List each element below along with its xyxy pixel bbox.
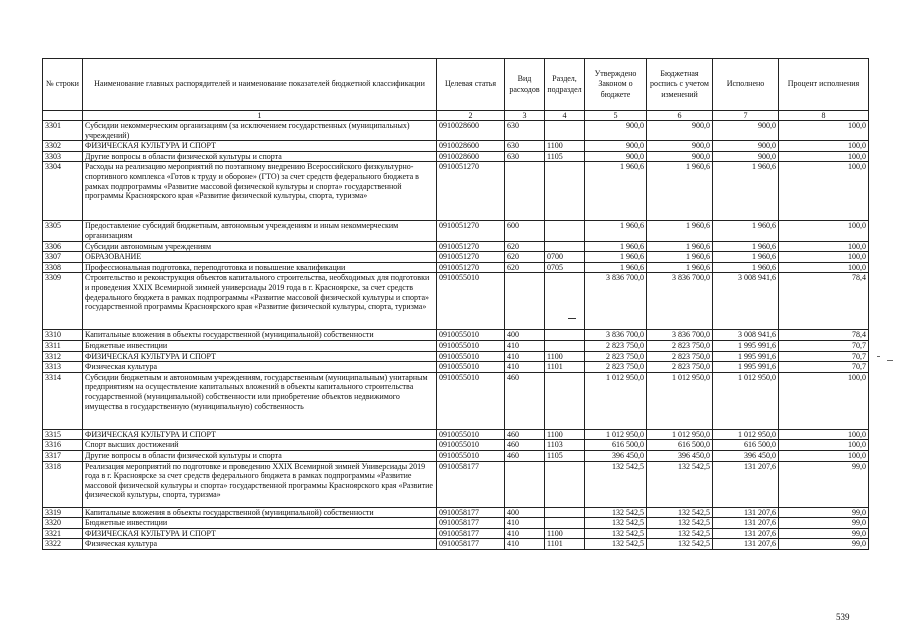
- table-row: [43, 372, 869, 429]
- cell-budget: 1 960,6: [647, 221, 713, 241]
- table-row: [43, 162, 869, 221]
- cell-section: [545, 518, 585, 529]
- cell-executed: 1 995 991,6: [713, 362, 779, 373]
- cell-executed: 900,0: [713, 151, 779, 162]
- cell-executed: 396 450,0: [713, 450, 779, 461]
- table-row: [43, 539, 869, 550]
- cell-type: 460: [505, 429, 545, 440]
- cell-budget: 1 960,6: [647, 262, 713, 273]
- cell-approved: 1 012 950,0: [585, 372, 647, 429]
- cell-percent: 99,0: [779, 461, 869, 507]
- cell-percent: 100,0: [779, 241, 869, 252]
- cell-type: 630: [505, 141, 545, 152]
- cell-executed: 131 207,6: [713, 518, 779, 529]
- cell-budget: 132 542,5: [647, 528, 713, 539]
- cell-percent: 100,0: [779, 121, 869, 141]
- cell-type: 410: [505, 340, 545, 351]
- cell-no: 3317: [43, 450, 83, 461]
- cell-executed: 1 960,6: [713, 262, 779, 273]
- margin-mark: [877, 356, 880, 357]
- cell-type: [505, 461, 545, 507]
- table-row: [43, 440, 869, 451]
- header-no: № строки: [43, 59, 83, 111]
- cell-target: 0910055010: [437, 273, 505, 330]
- cell-target: 0910028600: [437, 151, 505, 162]
- cell-budget: 132 542,5: [647, 539, 713, 550]
- cell-no: 3301: [43, 121, 83, 141]
- table-row: [43, 362, 869, 373]
- page-number: 539: [836, 612, 850, 622]
- cell-approved: 132 542,5: [585, 507, 647, 518]
- cell-executed: 1 012 950,0: [713, 372, 779, 429]
- cell-approved: 1 960,6: [585, 221, 647, 241]
- cell-no: 3322: [43, 539, 83, 550]
- cell-section: 0705: [545, 262, 585, 273]
- cell-no: 3316: [43, 440, 83, 451]
- cell-type: 410: [505, 539, 545, 550]
- margin-mark: [887, 360, 893, 361]
- cell-budget: 396 450,0: [647, 450, 713, 461]
- col-number-2: 2: [437, 111, 505, 121]
- cell-target: 0910051270: [437, 221, 505, 241]
- cell-section: 1100: [545, 429, 585, 440]
- cell-name: Субсидии некоммерческим организациям (за исключением государственных (муниципальных) учреждений): [83, 121, 437, 141]
- cell-target: 0910055010: [437, 372, 505, 429]
- cell-section: [545, 340, 585, 351]
- cell-type: 410: [505, 351, 545, 362]
- table-row: [43, 340, 869, 351]
- header-executed: Исполнено: [713, 59, 779, 111]
- table-row: [43, 450, 869, 461]
- cell-approved: 396 450,0: [585, 450, 647, 461]
- col-number-7: 7: [713, 111, 779, 121]
- cell-budget: 1 012 950,0: [647, 429, 713, 440]
- cell-section: [545, 507, 585, 518]
- table-row: [43, 507, 869, 518]
- cell-type: 460: [505, 440, 545, 451]
- cell-percent: 100,0: [779, 252, 869, 263]
- cell-no: 3305: [43, 221, 83, 241]
- cell-section: [545, 121, 585, 141]
- cell-percent: 99,0: [779, 507, 869, 518]
- col-number-6: 6: [647, 111, 713, 121]
- header-approved: Утверждено Законом о бюджете: [585, 59, 647, 111]
- cell-type: 410: [505, 362, 545, 373]
- cell-percent: 100,0: [779, 372, 869, 429]
- cell-budget: 900,0: [647, 151, 713, 162]
- cell-percent: 99,0: [779, 518, 869, 529]
- cell-percent: 70,7: [779, 340, 869, 351]
- cell-budget: 132 542,5: [647, 518, 713, 529]
- cell-name: Другие вопросы в области физической культуры и спорта: [83, 450, 437, 461]
- cell-percent: 100,0: [779, 440, 869, 451]
- cell-name: Субсидии бюджетным и автономным учреждениям, государственным (муниципальным) унитарным предприятиям на осуществление капитальных вложений в объекты капитального строительства государственной (муниципальной) собственности или приобретение объектов недвижимого имущества в государственную (муниципальную) собственность: [83, 372, 437, 429]
- cell-no: 3304: [43, 162, 83, 221]
- cell-percent: 100,0: [779, 262, 869, 273]
- cell-no: 3319: [43, 507, 83, 518]
- cell-approved: 1 012 950,0: [585, 429, 647, 440]
- table-row: [43, 151, 869, 162]
- cell-name: ОБРАЗОВАНИЕ: [83, 252, 437, 263]
- col-number-1: 1: [83, 111, 437, 121]
- cell-no: 3321: [43, 528, 83, 539]
- cell-executed: 3 008 941,6: [713, 330, 779, 341]
- cell-no: 3318: [43, 461, 83, 507]
- cell-type: 620: [505, 262, 545, 273]
- cell-budget: 1 012 950,0: [647, 372, 713, 429]
- cell-name: Бюджетные инвестиции: [83, 340, 437, 351]
- cell-name: Бюджетные инвестиции: [83, 518, 437, 529]
- cell-budget: 3 836 700,0: [647, 330, 713, 341]
- cell-type: [505, 162, 545, 221]
- cell-budget: 3 836 700,0: [647, 273, 713, 330]
- cell-percent: 99,0: [779, 528, 869, 539]
- cell-executed: 1 012 950,0: [713, 429, 779, 440]
- header-percent: Процент исполнения: [779, 59, 869, 111]
- cell-section: 1105: [545, 450, 585, 461]
- cell-target: 0910028600: [437, 141, 505, 152]
- cell-no: 3310: [43, 330, 83, 341]
- cell-section: 1101: [545, 362, 585, 373]
- cell-no: 3313: [43, 362, 83, 373]
- cell-type: 400: [505, 330, 545, 341]
- cell-approved: 2 823 750,0: [585, 351, 647, 362]
- cell-approved: 2 823 750,0: [585, 362, 647, 373]
- cell-approved: 900,0: [585, 141, 647, 152]
- cell-type: 600: [505, 221, 545, 241]
- cell-no: 3311: [43, 340, 83, 351]
- cell-section: [545, 162, 585, 221]
- cell-executed: 1 960,6: [713, 221, 779, 241]
- cell-name: Предоставление субсидий бюджетным, автономным учреждениям и иным некоммерческим организациям: [83, 221, 437, 241]
- table-row: [43, 351, 869, 362]
- header-section: Раздел, подраздел: [545, 59, 585, 111]
- cell-budget: 1 960,6: [647, 252, 713, 263]
- table-row: [43, 330, 869, 341]
- cell-executed: 1 960,6: [713, 252, 779, 263]
- cell-executed: 1 995 991,6: [713, 351, 779, 362]
- cell-budget: 900,0: [647, 121, 713, 141]
- cell-executed: 616 500,0: [713, 440, 779, 451]
- cell-name: ФИЗИЧЕСКАЯ КУЛЬТУРА И СПОРТ: [83, 429, 437, 440]
- cell-section: 1100: [545, 528, 585, 539]
- cell-section: [545, 330, 585, 341]
- cell-budget: 2 823 750,0: [647, 362, 713, 373]
- table-row: [43, 121, 869, 141]
- cell-type: [505, 273, 545, 330]
- col-number-8: 8: [779, 111, 869, 121]
- cell-percent: 70,7: [779, 362, 869, 373]
- cell-name: Субсидии автономным учреждениям: [83, 241, 437, 252]
- cell-section: 1100: [545, 141, 585, 152]
- cell-target: 0910055010: [437, 340, 505, 351]
- cell-budget: 132 542,5: [647, 507, 713, 518]
- cell-target: 0910051270: [437, 252, 505, 263]
- cell-approved: 900,0: [585, 151, 647, 162]
- table-row: [43, 429, 869, 440]
- cell-executed: 131 207,6: [713, 528, 779, 539]
- cell-target: 0910055010: [437, 450, 505, 461]
- col-number-5: 5: [585, 111, 647, 121]
- cell-name: Капитальные вложения в объекты государственной (муниципальной) собственности: [83, 330, 437, 341]
- cell-type: 400: [505, 507, 545, 518]
- cell-name: ФИЗИЧЕСКАЯ КУЛЬТУРА И СПОРТ: [83, 141, 437, 152]
- table-row: [43, 241, 869, 252]
- cell-budget: 2 823 750,0: [647, 351, 713, 362]
- cell-executed: 131 207,6: [713, 461, 779, 507]
- cell-approved: 900,0: [585, 121, 647, 141]
- cell-executed: 1 995 991,6: [713, 340, 779, 351]
- cell-no: 3314: [43, 372, 83, 429]
- table-row: [43, 221, 869, 241]
- table-row: [43, 252, 869, 263]
- cell-target: 0910051270: [437, 241, 505, 252]
- cell-percent: 100,0: [779, 450, 869, 461]
- header-row: [43, 59, 869, 111]
- cell-target: 0910058177: [437, 461, 505, 507]
- cell-type: 460: [505, 372, 545, 429]
- cell-executed: 131 207,6: [713, 539, 779, 550]
- cell-approved: 2 823 750,0: [585, 340, 647, 351]
- table-row: [43, 461, 869, 507]
- cell-section: 0700: [545, 252, 585, 263]
- cell-approved: 3 836 700,0: [585, 330, 647, 341]
- cell-section: 1105: [545, 151, 585, 162]
- table-row: [43, 528, 869, 539]
- cell-name: ФИЗИЧЕСКАЯ КУЛЬТУРА И СПОРТ: [83, 351, 437, 362]
- cell-approved: 1 960,6: [585, 241, 647, 252]
- cell-approved: 132 542,5: [585, 461, 647, 507]
- header-target: Целевая статья: [437, 59, 505, 111]
- cell-approved: 132 542,5: [585, 528, 647, 539]
- cell-name: Профессиональная подготовка, переподготовка и повышение квалификации: [83, 262, 437, 273]
- cell-budget: 1 960,6: [647, 162, 713, 221]
- cell-percent: 99,0: [779, 539, 869, 550]
- cell-target: 0910051270: [437, 262, 505, 273]
- cell-name: ФИЗИЧЕСКАЯ КУЛЬТУРА И СПОРТ: [83, 528, 437, 539]
- cell-type: 460: [505, 450, 545, 461]
- cell-target: 0910028600: [437, 121, 505, 141]
- cell-executed: 900,0: [713, 141, 779, 152]
- cell-no: 3302: [43, 141, 83, 152]
- cell-target: 0910058177: [437, 528, 505, 539]
- cell-percent: 100,0: [779, 151, 869, 162]
- col-number-3: 3: [505, 111, 545, 121]
- cell-target: 0910058177: [437, 507, 505, 518]
- table-row: [43, 141, 869, 152]
- cell-target: 0910055010: [437, 362, 505, 373]
- cell-budget: 1 960,6: [647, 241, 713, 252]
- cell-approved: 616 500,0: [585, 440, 647, 451]
- table-body: [43, 121, 869, 550]
- cell-name: Расходы на реализацию мероприятий по поэтапному внедрению Всероссийского физкультурно-спортивного комплекса «Готов к труду и обороне» (ГТО) за счет средств федерального бюджета в рамках подпрограммы «Развитие массовой физической культуры и спорта» государственной программы Красноярского края «Развитие физической культуры, спорта, туризма»: [83, 162, 437, 221]
- cell-percent: 100,0: [779, 429, 869, 440]
- cell-percent: 78,4: [779, 273, 869, 330]
- cell-target: 0910051270: [437, 162, 505, 221]
- cell-type: 620: [505, 252, 545, 263]
- cell-no: 3303: [43, 151, 83, 162]
- cell-percent: 70,7: [779, 351, 869, 362]
- stray-dash-mark: [568, 318, 576, 319]
- cell-name: Другие вопросы в области физической культуры и спорта: [83, 151, 437, 162]
- col-number-4: 4: [545, 111, 585, 121]
- cell-executed: 900,0: [713, 121, 779, 141]
- cell-executed: 131 207,6: [713, 507, 779, 518]
- cell-no: 3309: [43, 273, 83, 330]
- cell-section: [545, 273, 585, 330]
- cell-type: 410: [505, 518, 545, 529]
- cell-section: [545, 372, 585, 429]
- cell-approved: 3 836 700,0: [585, 273, 647, 330]
- column-number-row: [43, 111, 869, 121]
- cell-no: 3320: [43, 518, 83, 529]
- cell-executed: 1 960,6: [713, 241, 779, 252]
- header-type: Вид расходов: [505, 59, 545, 111]
- table-row: [43, 273, 869, 330]
- cell-target: 0910055010: [437, 351, 505, 362]
- cell-target: 0910058177: [437, 539, 505, 550]
- cell-approved: 1 960,6: [585, 252, 647, 263]
- cell-approved: 132 542,5: [585, 518, 647, 529]
- header-name: Наименование главных распорядителей и наименование показателей бюджетной классификации: [83, 59, 437, 111]
- cell-approved: 132 542,5: [585, 539, 647, 550]
- cell-approved: 1 960,6: [585, 262, 647, 273]
- budget-table: [42, 58, 869, 550]
- cell-budget: 132 542,5: [647, 461, 713, 507]
- cell-target: 0910055010: [437, 440, 505, 451]
- cell-section: [545, 461, 585, 507]
- cell-budget: 2 823 750,0: [647, 340, 713, 351]
- cell-no: 3308: [43, 262, 83, 273]
- cell-executed: 1 960,6: [713, 162, 779, 221]
- cell-name: Реализация мероприятий по подготовке и проведению XXIX Всемирной зимней Универсиады 2019 года в г. Красноярске за счет средств федерального бюджета в рамках подпрограммы «Развитие массовой физической культуры и спорта» государственной программы Красноярского края «Развитие физической культуры, спорта, туризма»: [83, 461, 437, 507]
- cell-type: 630: [505, 151, 545, 162]
- cell-percent: 100,0: [779, 221, 869, 241]
- table-row: [43, 262, 869, 273]
- cell-percent: 100,0: [779, 141, 869, 152]
- cell-no: 3306: [43, 241, 83, 252]
- cell-budget: 616 500,0: [647, 440, 713, 451]
- cell-executed: 3 008 941,6: [713, 273, 779, 330]
- header-budget: Бюджетная роспись с учетом изменений: [647, 59, 713, 111]
- cell-percent: 100,0: [779, 162, 869, 221]
- cell-target: 0910055010: [437, 429, 505, 440]
- cell-no: 3307: [43, 252, 83, 263]
- col-number-1: [43, 111, 83, 121]
- table-row: [43, 518, 869, 529]
- cell-section: 1101: [545, 539, 585, 550]
- cell-percent: 78,4: [779, 330, 869, 341]
- cell-section: 1103: [545, 440, 585, 451]
- cell-section: 1100: [545, 351, 585, 362]
- cell-budget: 900,0: [647, 141, 713, 152]
- cell-target: 0910058177: [437, 518, 505, 529]
- cell-name: Физическая культура: [83, 362, 437, 373]
- cell-section: [545, 221, 585, 241]
- cell-no: 3312: [43, 351, 83, 362]
- cell-no: 3315: [43, 429, 83, 440]
- cell-name: Строительство и реконструкция объектов капитального строительства, необходимых для подготовки и проведения XXIX Всемирной зимней универсиады 2019 года в г. Красноярске, за счет средств федерального бюджета в рамках подпрограммы «Развитие массовой физической культуры и спорта» государственной программы Красноярского края «Развитие физической культуры, спорта, туризма»: [83, 273, 437, 330]
- cell-target: 0910055010: [437, 330, 505, 341]
- cell-section: [545, 241, 585, 252]
- cell-approved: 1 960,6: [585, 162, 647, 221]
- cell-name: Капитальные вложения в объекты государственной (муниципальной) собственности: [83, 507, 437, 518]
- cell-name: Физическая культура: [83, 539, 437, 550]
- cell-type: 620: [505, 241, 545, 252]
- cell-type: 410: [505, 528, 545, 539]
- cell-name: Спорт высших достижений: [83, 440, 437, 451]
- cell-type: 630: [505, 121, 545, 141]
